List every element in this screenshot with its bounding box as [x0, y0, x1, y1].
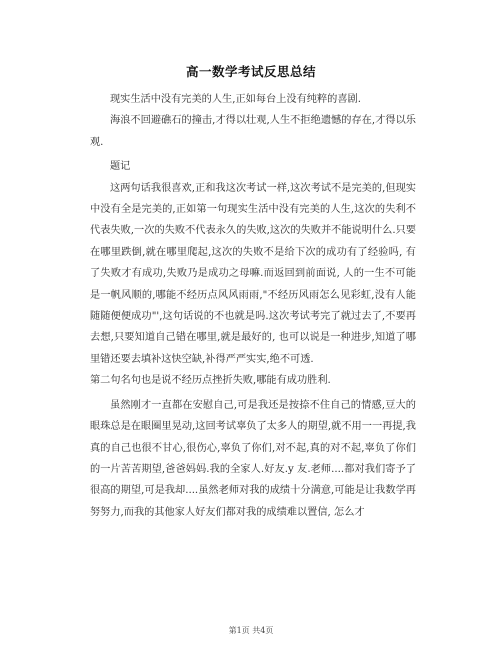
document-body — [90, 89, 416, 526]
paragraph: 现实生活中没有完美的人生,正如每台上没有纯粹的喜剧. — [110, 94, 361, 105]
paragraph: 海浪不回避礁石的撞击,才得以壮观,人生不拒绝遗憾的存在,才得以乐观. — [90, 115, 416, 148]
paragraph-heading: 题记 — [110, 161, 131, 173]
page-number-footer: 第1页 共4页 — [228, 626, 274, 635]
document-title: 高一数学考试反思总结 — [185, 64, 316, 79]
paragraph: 第二句名句也是说不经历点挫折失败,哪能有成功胜利. — [90, 375, 331, 387]
paragraph: 虽然刚才一直都在安慰自己,可是我还是按捺不住自己的情感,豆大的眼珠总是在眼圈里晃动,这回考试辜负了太多人的期望,就不用一一再提,我真的自己也很不甘心,很伤心,辜负了你们,对不起,真的对不起,辜负了你们的一片苦苦期望,爸爸妈妈.我的全家人.好友.y 友.老师....都对我们寄予了很高的期望,可是我却....虽然老师对我的成绩十分满意,可能是让我数学再努努力,而我的其他家人好友们都对我的成绩难以置信, 怎么才 — [90, 399, 416, 518]
paragraph: 这两句话我很喜欢,正和我这次考试一样,这次考试不是完美的,但现实中没有全是完美的,正如第一句现实生活中没有完美的人生,这次的失利不代表失败,一次的失败不代表永久的失败,这次的失败并不能说明什么.只要在哪里跌倒,就在哪里爬起,这次的失败不是给下次的成功有了经验吗, 有了失败才有成功,失败乃是成功之母嘛.而返回到前面说, 人的一生不可能是一帆风顺的,哪能不经历点风风雨雨,"不经历风雨怎么见彩虹,没有人能随随便便成功"',这句话说的不也就是吗.这次考试考完了就过去了,不要再去想,只要知道自己错在哪里,就是最好的, 也可以说是一种进步,知道了哪里错还要去填补这快空缺,补得严严实实,绝不可透. — [90, 182, 416, 365]
